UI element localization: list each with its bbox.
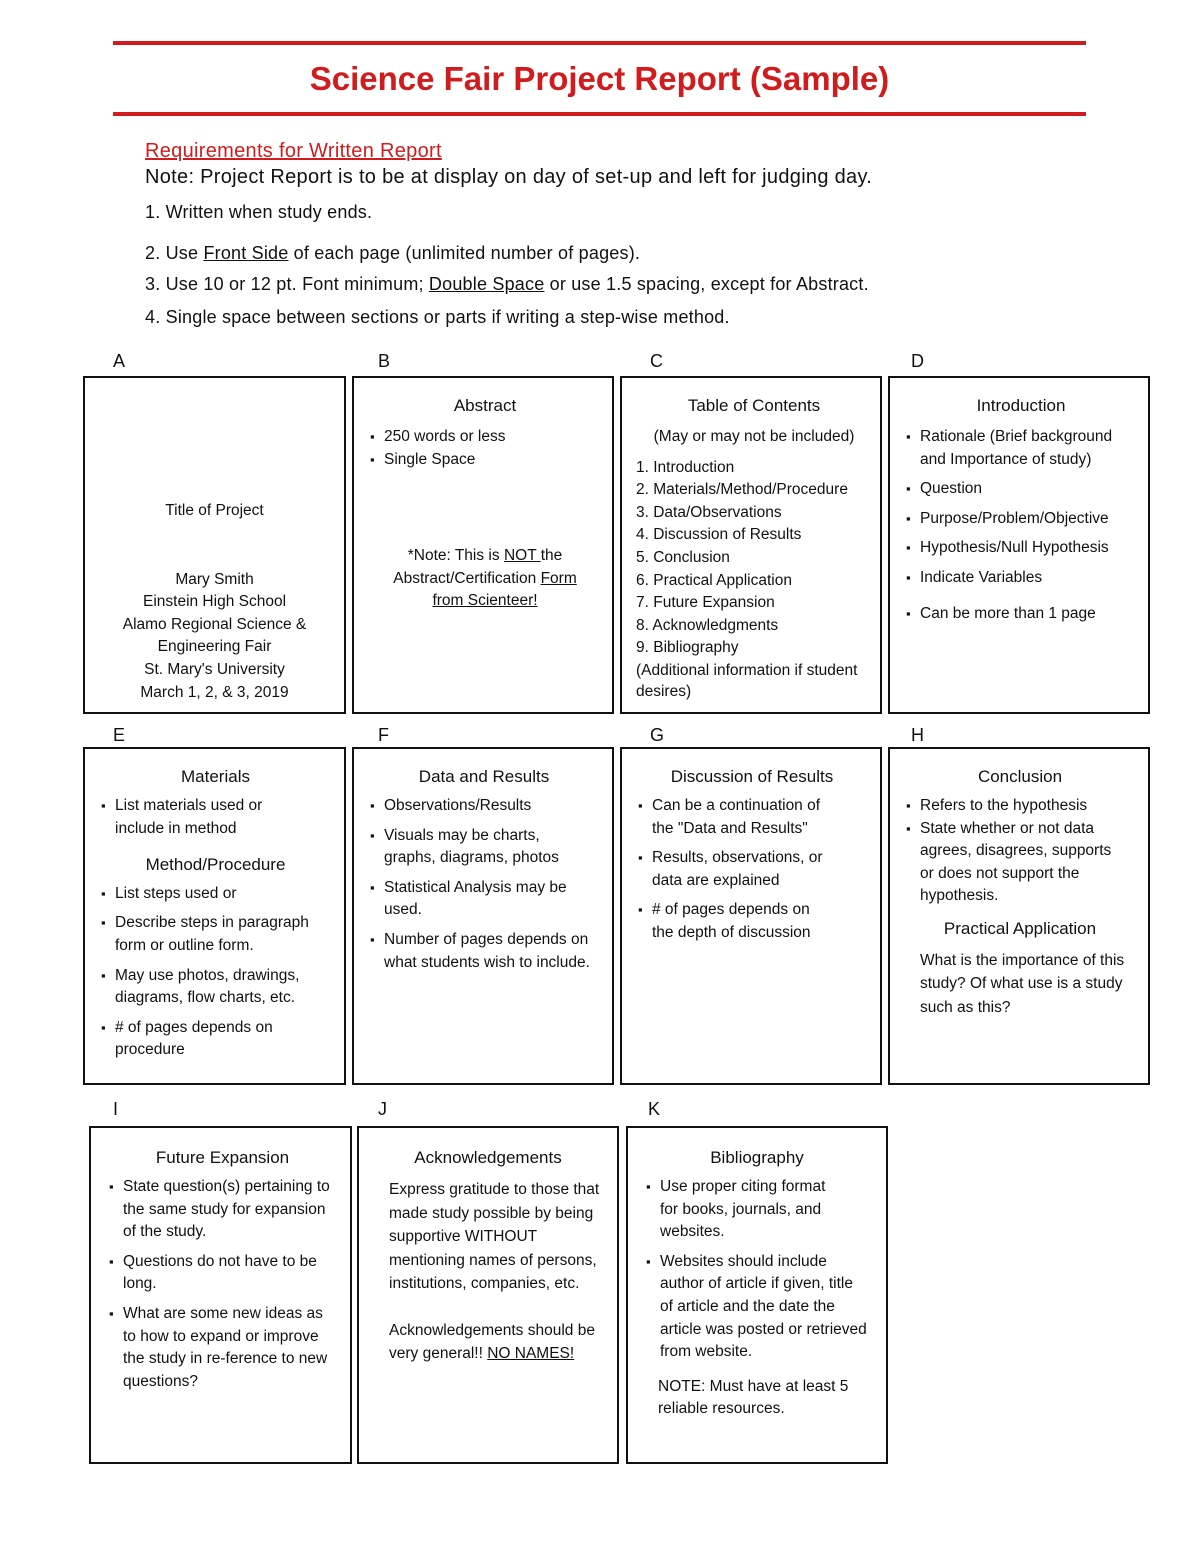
bullet-item: ▪ Purpose/Problem/Objective — [904, 508, 1138, 531]
bullet-item: ▪ Number of pages depends on what students wish to include. — [368, 929, 600, 974]
abstract-note: *Note: This is NOT the Abstract/Certification Form from Scienteer! — [393, 547, 577, 610]
toc-item: (Additional information if student desires) — [636, 661, 858, 700]
bullet-item: ▪ State whether or not data agrees, disagrees, supports or does not support the hypothesis. — [904, 818, 1136, 908]
abstract-title: Abstract — [453, 396, 517, 415]
label-b: B — [378, 351, 391, 371]
label-i: I — [113, 1099, 119, 1119]
acknowledgements-text: Express gratitude to those that made study possible by being supportive WITHOUT mentioning names of persons, institutions, companies, etc. — [389, 1181, 600, 1292]
bullet-item: ▪ Websites should include author of article if given, title of article and the date the article was posted or retrieved from website. — [644, 1251, 870, 1364]
bibliography-title: Bibliography — [710, 1148, 804, 1167]
bullet-item: ▪ 250 words or less — [368, 426, 602, 449]
box-bibliography — [626, 1126, 888, 1464]
box-title-page — [83, 376, 346, 714]
box-data-results — [352, 747, 614, 1085]
bullet-item: ▪ Use proper citing format for books, journals, and websites. — [644, 1176, 870, 1244]
top-red-rule — [113, 41, 1086, 45]
future-expansion-title: Future Expansion — [155, 1148, 290, 1167]
bullet-item: ▪ List materials used or include in method — [99, 795, 332, 840]
toc-list — [636, 457, 872, 702]
toc-item: 3. Data/Observations — [636, 503, 782, 521]
bullet-item: ▪ Refers to the hypothesis — [904, 795, 1136, 818]
bullet-item: ▪ Hypothesis/Null Hypothesis — [904, 537, 1138, 560]
bullet-item: ▪ Observations/Results — [368, 795, 600, 818]
toc-title: Table of Contents — [687, 396, 821, 415]
conclusion-title: Conclusion — [977, 767, 1063, 786]
bullet-item: ▪ Questions do not have to be long. — [107, 1251, 338, 1296]
bullet-item: ▪ # of pages depends on the depth of discussion — [636, 899, 868, 944]
requirement-item: 1. Written when study ends. — [145, 202, 373, 222]
requirement-item: 2. Use Front Side of each page (unlimited number of pages). — [145, 243, 641, 263]
acknowledgements-advice: Acknowledgements should be very general!! NO NAMES! — [389, 1321, 595, 1362]
requirements-note: Note: Project Report is to be at display on day of set-up and left for judging day. — [145, 166, 873, 188]
fair-dates: March 1, 2, & 3, 2019 — [140, 683, 289, 701]
bullet-item: ▪ Rationale (Brief background and Importance of study) — [904, 426, 1138, 471]
box-table-of-contents — [620, 376, 882, 714]
bullet-item: ▪ Indicate Variables — [904, 567, 1138, 590]
author-name: Mary Smith — [175, 570, 254, 588]
toc-item: 2. Materials/Method/Procedure — [636, 481, 848, 499]
bullet-item: ▪ List steps used or — [99, 883, 332, 906]
toc-item: 6. Practical Application — [636, 571, 792, 589]
toc-item: 1. Introduction — [636, 458, 735, 476]
bullet-item: ▪ Statistical Analysis may be used. — [368, 877, 600, 922]
box-discussion — [620, 747, 882, 1085]
materials-title: Materials — [181, 767, 250, 786]
bullet-item: ▪ Visuals may be charts, graphs, diagrams, photos — [368, 825, 600, 870]
page-title: Science Fair Project Report (Sample) — [309, 60, 890, 97]
toc-item: 9. Bibliography — [636, 639, 739, 657]
title-of-project: Title of Project — [165, 502, 264, 519]
box-future-expansion — [89, 1126, 352, 1464]
label-k: K — [648, 1099, 661, 1119]
bullet-item: ▪ Can be a continuation of the "Data and Results" — [636, 795, 868, 840]
toc-item: 5. Conclusion — [636, 548, 730, 566]
requirements-heading: Requirements for Written Report — [145, 140, 442, 162]
introduction-title: Introduction — [976, 396, 1066, 415]
practical-application-title: Practical Application — [943, 918, 1097, 938]
box-acknowledgements — [357, 1126, 619, 1464]
requirements-section — [145, 138, 1095, 327]
toc-subtitle: (May or may not be included) — [653, 428, 855, 445]
label-h: H — [911, 725, 924, 745]
toc-item: 8. Acknowledgments — [636, 616, 779, 634]
bullet-item: ▪ # of pages depends on procedure — [99, 1017, 332, 1062]
requirement-item: 4. Single space between sections or parts if writing a step-wise method. — [145, 307, 730, 327]
practical-application-text: What is the importance of this study? Of what use is a study such as this? — [920, 951, 1125, 1016]
label-e: E — [113, 725, 126, 745]
box-introduction — [888, 376, 1150, 714]
label-f: F — [378, 725, 389, 745]
fair-name: Alamo Regional Science & — [122, 615, 307, 633]
label-a: A — [113, 351, 126, 371]
label-g: G — [650, 725, 665, 745]
fair-name-cont: Engineering Fair — [157, 638, 272, 656]
bullet-item: ▪ Can be more than 1 page — [904, 603, 1138, 626]
box-materials-method — [83, 747, 346, 1085]
data-results-title: Data and Results — [418, 767, 550, 786]
bullet-item: ▪ State question(s) pertaining to the same study for expansion of the study. — [107, 1176, 338, 1244]
venue-name: St. Mary's University — [144, 660, 285, 678]
bullet-item: ▪ Single Space — [368, 449, 602, 472]
label-d: D — [911, 351, 924, 371]
box-conclusion — [888, 747, 1150, 1085]
bibliography-note: NOTE: Must have at least 5 reliable resources. — [658, 1377, 849, 1418]
acknowledgements-title: Acknowledgements — [414, 1148, 562, 1167]
discussion-title: Discussion of Results — [670, 767, 834, 786]
bullet-item: ▪ Question — [904, 478, 1138, 501]
method-procedure-title: Method/Procedure — [145, 855, 286, 875]
bullet-item: ▪ What are some new ideas as to how to expand or improve the study in re-ference to new questions? — [107, 1303, 338, 1393]
school-name: Einstein High School — [142, 593, 287, 611]
label-j: J — [378, 1099, 387, 1119]
bullet-item: ▪ Results, observations, or data are explained — [636, 847, 868, 892]
bottom-red-rule — [113, 112, 1086, 116]
box-abstract — [352, 376, 614, 714]
toc-item: 4. Discussion of Results — [636, 526, 802, 544]
requirement-item: 3. Use 10 or 12 pt. Font minimum; Double Space or use 1.5 spacing, except for Abstract. — [145, 274, 869, 294]
label-c: C — [650, 351, 663, 371]
toc-item: 7. Future Expansion — [636, 594, 775, 612]
bullet-item: ▪ May use photos, drawings, diagrams, flow charts, etc. — [99, 965, 332, 1010]
bullet-item: ▪ Describe steps in paragraph form or outline form. — [99, 912, 332, 957]
